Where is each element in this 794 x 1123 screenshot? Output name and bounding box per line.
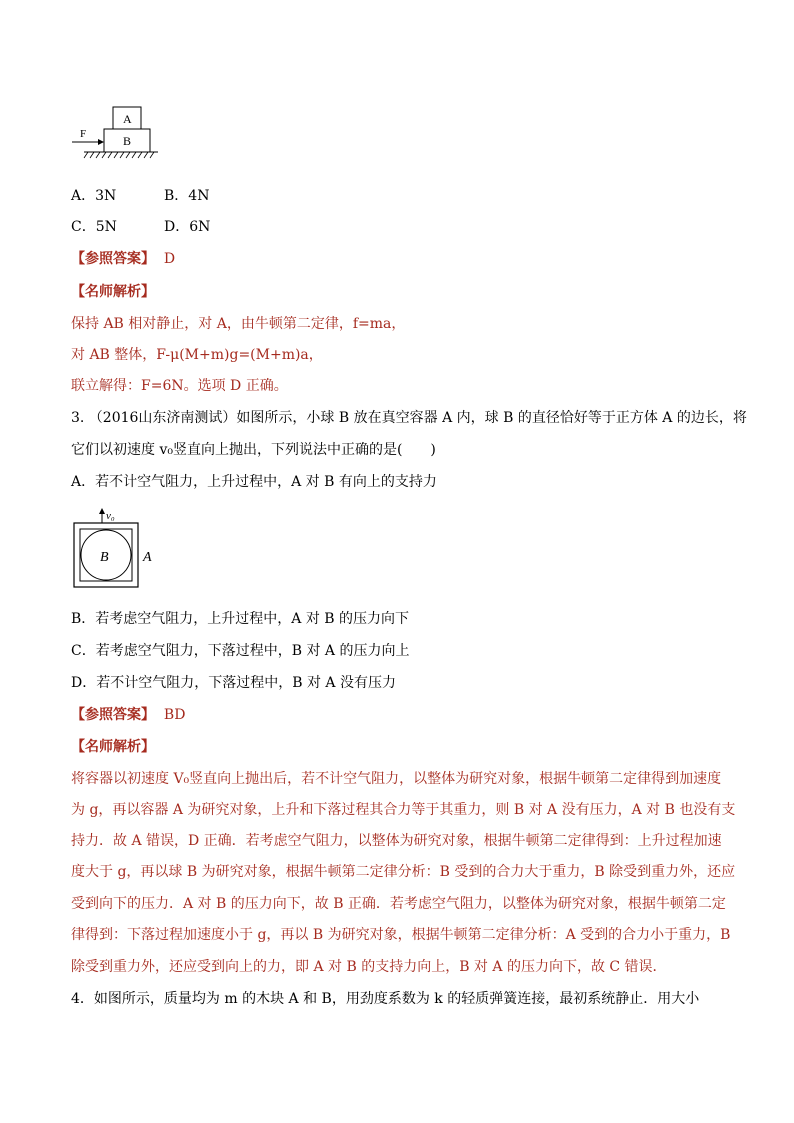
force-label: F bbox=[80, 128, 87, 140]
q2-answer-line bbox=[71, 249, 175, 269]
q4-stem-line-1: 4．如图所示，质量均为 m 的木块 A 和 B，用劲度系数为 k 的轻质弹簧连接，最初系统静止．用大小 bbox=[71, 991, 700, 1007]
q2-option-a: A．3N bbox=[71, 188, 117, 204]
q2-analysis-line-2: 对 AB 整体，F-μ(M+m)g=(M+m)a， bbox=[71, 347, 323, 363]
q3-analysis-line-2: 为 g，再以容器 A 为研究对象，上升和下落过程其合力等于其重力，则 B 对 A 没有压力，A 对 B 也没有支 bbox=[71, 802, 736, 818]
velocity-arrowhead bbox=[99, 508, 105, 514]
q2-answer-tag: 【参照答案】 bbox=[71, 251, 155, 267]
velocity-label: v₀ bbox=[106, 510, 115, 522]
ball-label: B bbox=[100, 550, 109, 565]
q3-option-d: D．若不计空气阻力，下落过程中，B 对 A 没有压力 bbox=[71, 675, 396, 691]
block-b-label: B bbox=[123, 134, 132, 148]
q3-analysis-line-5: 受到向下的压力．A 对 B 的压力向下，故 B 正确．若考虑空气阻力，以整体为研究对象，根据牛顿第二定 bbox=[71, 896, 726, 912]
q3-answer-tag: 【参照答案】 bbox=[71, 707, 155, 723]
container-figure bbox=[70, 505, 160, 591]
force-arrowhead bbox=[98, 139, 104, 145]
q3-option-a: A．若不计空气阻力，上升过程中，A 对 B 有向上的支持力 bbox=[71, 474, 437, 490]
q2-option-b: B．4N bbox=[164, 188, 210, 204]
q3-answer-line bbox=[71, 705, 185, 725]
q3-analysis-line-6: 律得到：下落过程加速度小于 g，再以 B 为研究对象，根据牛顿第二定律分析：A 受到的合力小于重力，B bbox=[71, 927, 731, 943]
q2-analysis-line-1: 保持 AB 相对静止，对 A，由牛顿第二定律，f=ma， bbox=[71, 316, 406, 332]
blocks-figure bbox=[70, 102, 160, 164]
q3-analysis-tag: 【名师解析】 bbox=[71, 739, 155, 755]
q3-analysis-line-1: 将容器以初速度 V₀竖直向上抛出后，若不计空气阻力，以整体为研究对象，根据牛顿第二定律得到加速度 bbox=[71, 771, 722, 787]
ground-hatching bbox=[84, 152, 154, 158]
q3-option-c: C．若考虑空气阻力，下落过程中，B 对 A 的压力向上 bbox=[71, 643, 410, 659]
q3-analysis-line-7: 除受到重力外，还应受到向上的力，即 A 对 B 的支持力向上，B 对 A 的压力向下，故 C 错误． bbox=[71, 959, 667, 975]
q2-option-c: C．5N bbox=[71, 219, 117, 235]
q2-option-d: D．6N bbox=[164, 219, 211, 235]
q2-analysis-tag: 【名师解析】 bbox=[71, 284, 155, 300]
q3-stem-line-1: 3. （2016山东济南测试）如图所示，小球 B 放在真空容器 A 内，球 B 的直径恰好等于正方体 A 的边长，将 bbox=[71, 410, 747, 426]
q3-option-b: B．若考虑空气阻力，上升过程中，A 对 B 的压力向下 bbox=[71, 611, 410, 627]
q2-answer: D bbox=[163, 251, 176, 267]
block-a-label: A bbox=[123, 112, 132, 126]
q3-answer: BD bbox=[163, 707, 186, 723]
q3-analysis-line-3: 持力．故 A 错误，D 正确．若考虑空气阻力，以整体为研究对象，根据牛顿第二定律得到：上升过程加速 bbox=[71, 833, 722, 849]
q3-stem-line-2: 它们以初速度 v₀竖直向上抛出，下列说法中正确的是( ) bbox=[71, 442, 436, 458]
box-label: A bbox=[143, 550, 152, 565]
q3-analysis-line-4: 度大于 g，再以球 B 为研究对象，根据牛顿第二定律分析：B 受到的合力大于重力，B 除受到重力外，还应 bbox=[71, 864, 736, 880]
q2-analysis-line-3: 联立解得：F=6N。选项 D 正确。 bbox=[71, 378, 288, 394]
